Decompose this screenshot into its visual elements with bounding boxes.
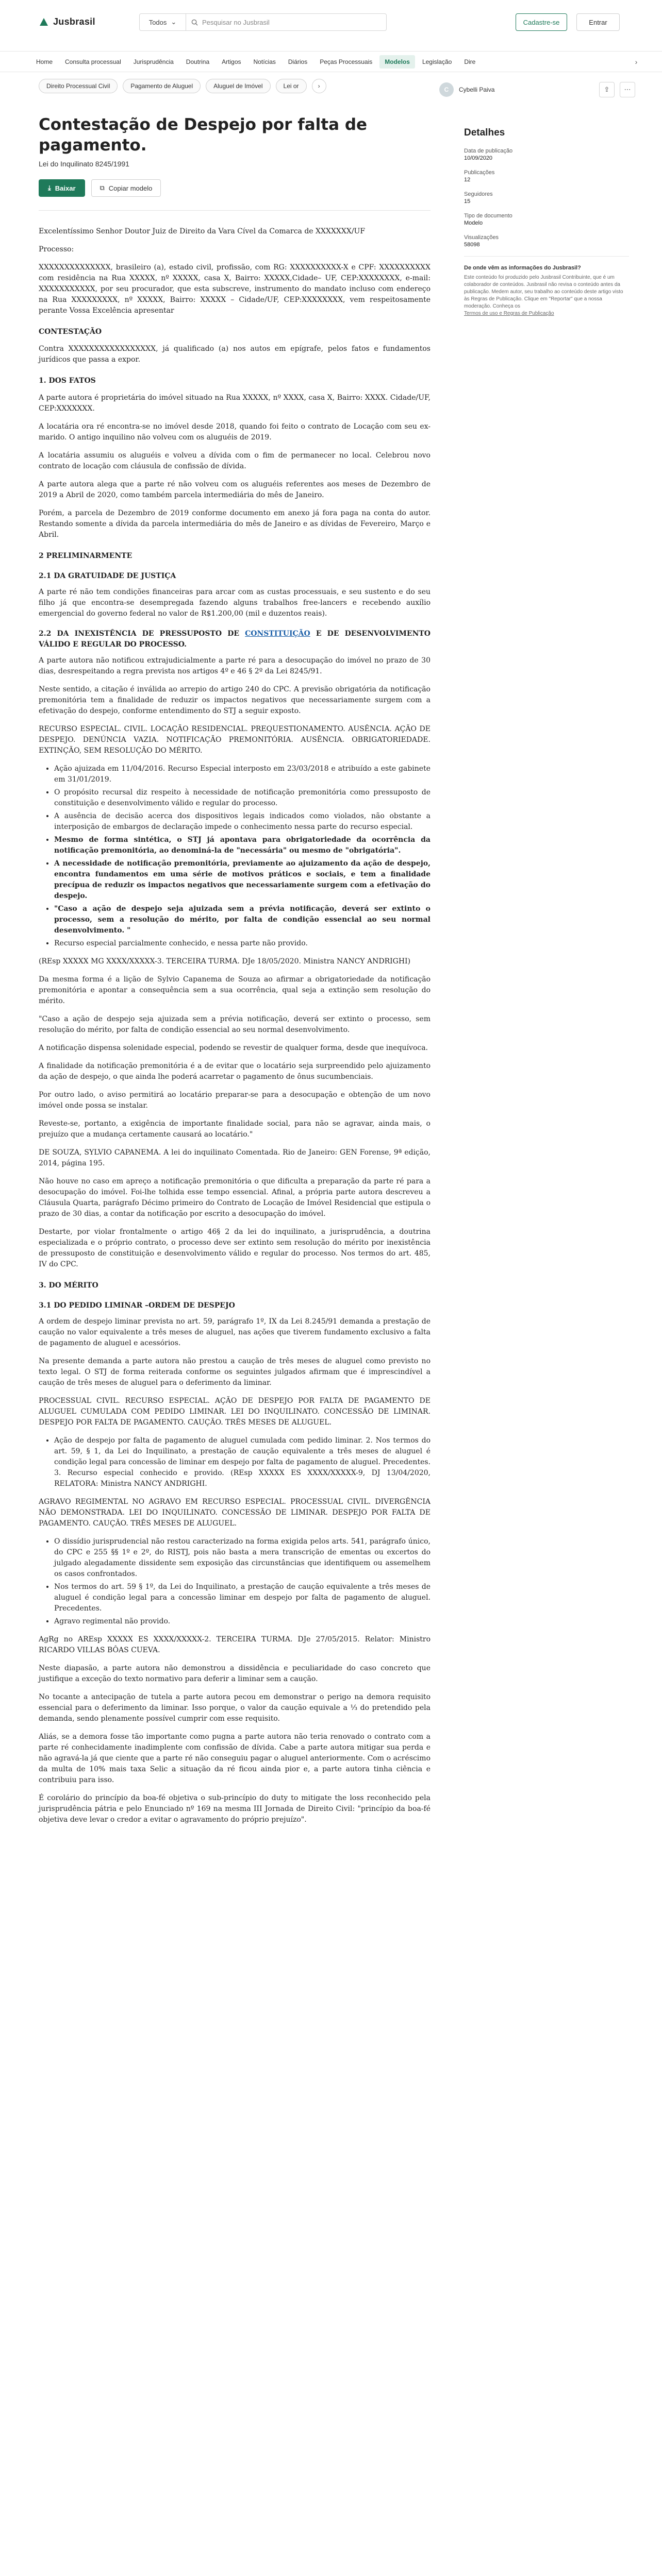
nav-items — [31, 52, 481, 72]
doc-heading: 3. DO MÉRITO — [39, 1281, 98, 1290]
doc-paragraph: (REsp XXXXX MG XXXX/XXXXX-3. TERCEIRA TURMA. DJe 18/05/2020. Ministra NANCY ANDRIGHI) — [39, 957, 411, 965]
doc-paragraph: XXXXXXXXXXXXXX, brasileiro (a), estado civil, profissão, com RG: XXXXXXXXXX-X e CPF: XXXXXXXXXX com residência na Rua XXXXX, nº XXXXX, casa X, Bairro: XXXXX,Cidade– UF, CEP:XXXXXXXX, e-mail: XXXXXXXXXXX, por seu procurador, que esta subscreve, instrumento do mandato incluso com endereço na Rua XXXXXXXXX, nº XXXXX, Bairro: XXXXX – Cidade/UF, CEP:XXXXXXXX, vem respeitosamente perante Vossa Excelência apresentar — [39, 263, 431, 315]
doc-paragraph: Porém, a parcela de Dezembro de 2019 conforme documento em anexo já fora paga na conta do autor. Restando somente a dívida da parcela intermediária do mês de Janeiro e as dívidas de Fevereiro, Março e Abril. — [39, 509, 431, 539]
main-nav — [0, 52, 662, 72]
doc-paragraph: A parte autora é proprietária do imóvel situado na Rua XXXXX, nº XXXX, casa X, Bairro: XXXX. Cidade/UF, CEP:XXXXXXX. — [39, 394, 431, 413]
doc-paragraph: A parte autora alega que a parte ré não volveu com os aluguéis referentes aos meses de Dezembro de 2019 a Abril de 2020, como também parcela intermediária do mês de Janeiro. — [39, 480, 431, 499]
doc-paragraph: Aliás, se a demora fosse tão importante como pugna a parte autora não teria renovado o contrato com a parte ré conhecidamente inadimplente com confissão de dívida. Cabe a parte autora mitigar sua perda e não agravá-la já que ciente que a parte ré não conseguiu pagar o aluguel anteriormente. Com o acréscimo da multa de 10% mais taxa Selic a situação da ré ficou ainda pior e, a parte autora tinha ciência e contribuiu para isso. — [39, 1733, 431, 1784]
ruling-list — [54, 1435, 431, 1489]
share-icon[interactable]: ⇪ — [599, 82, 615, 97]
page-title: Contestação de Despejo por falta de pagamento. — [39, 115, 368, 155]
nav-scroll-right-icon[interactable]: › — [635, 58, 638, 66]
copy-model-button[interactable] — [91, 179, 161, 197]
detail-value: 10/09/2020 — [464, 155, 493, 161]
doc-paragraph: Por outro lado, o aviso permitirá ao locatário preparar-se para a desocupação e obtenção de um novo imóvel onde possa se instalar. — [39, 1091, 431, 1110]
doc-paragraph: A parte ré não tem condições financeiras para arcar com as custas processuais, e seu sustento e do seu filho já que encontra-se desempregada fazendo alguns trabalhos free-lancers e recebendo auxílio emergencial do governo federal no valor de R$1.200,00 (mil e duzentos reais). — [39, 588, 431, 618]
doc-paragraph: RECURSO ESPECIAL. CIVIL. LOCAÇÃO RESIDENCIAL. PREQUESTIONAMENTO. AUSÊNCIA. AÇÃO DE DESPEJO. DENÚNCIA VAZIA. NOTIFICAÇÃO PREMONITÓRIA. AUSÊNCIA. OBRIGATORIEDADE. EXTINÇÃO, SEM RESOLUÇÃO DO MÉRITO. — [39, 725, 431, 755]
doc-paragraph: Da mesma forma é a lição de Sylvio Capanema de Souza ao afirmar a obrigatoriedade da notificação premonitória e apontar a consequência sem a sua ocorrência, qual seja a extinção sem resolução do mérito. — [39, 975, 431, 1005]
details-title: Detalhes — [464, 127, 505, 138]
doc-heading: 2 PRELIMINARMENTE — [39, 552, 133, 560]
list-item: • O propósito recursal diz respeito à necessidade de notificação premonitória como pressuposto de constituição e desenvolvimento válido e regular do processo. — [54, 787, 431, 809]
chevron-right-icon[interactable]: › — [312, 79, 326, 93]
law-reference[interactable]: Lei do Inquilinato 8245/1991 — [39, 160, 129, 168]
jusbrasil-logo-icon — [39, 17, 49, 27]
nav-item-home[interactable]: Home — [36, 58, 53, 65]
list-item: • Mesmo de forma sintética, o STJ já apontava para obrigatoriedade da ocorrência da notificação premonitória, ao denominá-la de "necessária" ou mesmo de "obrigatória". — [54, 835, 431, 856]
doc-paragraph: A parte autora não notificou extrajudicialmente a parte ré para a desocupação do imóvel no prazo de 30 dias, desrespeitando a regra prevista nos artigos 4º e 46 § 2º da Lei 8245/91. — [39, 656, 431, 675]
nav-item-diretorio[interactable]: Dire — [464, 58, 476, 65]
chevron-down-icon: ⌄ — [171, 18, 177, 26]
list-item: • A necessidade de notificação premonitória, previamente ao ajuizamento da ação de despejo, encontra fundamentos em uma série de motivos práticos e sociais, e tem a finalidade precípua de reduzir os impactos negativos que necessariamente surgem com a efetivação do despejo. — [54, 858, 431, 902]
copy-icon: ⧉ — [100, 184, 105, 192]
detail-label: Seguidores — [464, 191, 493, 197]
doc-subheading: 2.1 DA GRATUIDADE DE JUSTIÇA — [39, 572, 176, 580]
nav-item-legislacao[interactable]: Legislação — [422, 58, 452, 65]
doc-paragraph: AGRAVO REGIMENTAL NO AGRAVO EM RECURSO ESPECIAL. PROCESSUAL CIVIL. DIVERGÊNCIA NÃO DEMONSTRADA. LEI DO INQUILINATO. CONCESSÃO DE LIMINAR. DESPEJO POR FALTA DE PAGAMENTO. CAUÇÃO. TRÊS MESES DE ALUGUEL. — [39, 1498, 431, 1528]
detail-value: Modelo — [464, 220, 483, 226]
brand-logo[interactable] — [39, 16, 95, 27]
copy-label: Copiar modelo — [108, 184, 153, 192]
author-name[interactable]: Cybelli Paiva — [459, 86, 495, 93]
signup-button[interactable]: Cadastre-se — [516, 13, 567, 31]
nav-item-doutrina[interactable]: Doutrina — [186, 58, 210, 65]
detail-value: 15 — [464, 198, 471, 205]
nav-item-artigos[interactable]: Artigos — [222, 58, 241, 65]
details-panel — [464, 127, 629, 317]
search-scope-label: Todos — [148, 18, 167, 26]
nav-item-consulta[interactable]: Consulta processual — [65, 58, 121, 65]
doc-paragraph: A locatária ora ré encontra-se no imóvel desde 2018, quando foi feito o contrato de Locação com seu ex-marido. O antigo inquilino não volveu com os aluguéis de 2019. — [39, 422, 431, 442]
login-button[interactable]: Entrar — [576, 13, 620, 31]
ruling-list — [54, 764, 431, 949]
detail-label: Tipo de documento — [464, 213, 512, 219]
doc-paragraph: Excelentíssimo Senhor Doutor Juiz de Direito da Vara Cível da Comarca de XXXXXXX/UF — [39, 227, 366, 235]
document-body — [39, 226, 431, 1825]
nav-item-pecas[interactable]: Peças Processuais — [320, 58, 373, 65]
list-item: • Ação de despejo por falta de pagamento de aluguel cumulada com pedido liminar. 2. Nos termos do art. 59, § 1, da Lei do Inquilinato, a prestação de caução equivalente a três meses de aluguel é condição legal para concessão de liminar em despejo por falta de pagamento de aluguel. Precedentes. 3. Recurso especial conhecido e provido. (REsp XXXXX ES XXXX/XXXXX-9, DJ 13/04/2020, RELATORA: Ministra NANCY ANDRIGHI. — [54, 1435, 431, 1489]
avatar[interactable]: C — [439, 82, 454, 97]
search-icon — [191, 19, 198, 26]
doc-subheading — [39, 629, 431, 650]
doc-paragraph: É corolário do princípio da boa-fé objetiva o sub-princípio do duty to mitigate the loss reconhecido pela jurisprudência pátria e pelo Enunciado nº 169 na mesma III Jornada de Direito Civil: "princípio da boa-fé objetiva deve levar o credor a evitar o agravamento do próprio prejuízo". — [39, 1794, 431, 1824]
list-item: • Nos termos do art. 59 § 1º, da Lei do Inquilinato, a prestação de caução equivalente a três meses de aluguel é condição legal para a concessão liminar em despejo por falta de pagamento de aluguel. Precedentes. — [54, 1582, 431, 1614]
doc-paragraph: Não houve no caso em apreço a notificação premonitória o que dificulta a preparação da parte ré para a desocupação do imóvel. Foi-lhe tolhida esse tempo essencial. Afinal, a própria parte autora descreveu a Cláusula Quarta, parágrafo Décimo primeiro do Contrato de Locação de Imóvel Residencial que estipula o prazo de 30 dias, a contar da notificação por escrito a desocupação do imóvel. — [39, 1177, 431, 1218]
list-item: • Ação ajuizada em 11/04/2016. Recurso Especial interposto em 23/03/2018 e atribuído a este gabinete em 31/01/2019. — [54, 764, 431, 785]
main-content — [39, 78, 431, 1833]
doc-paragraph: Contra XXXXXXXXXXXXXXXXX, já qualificado (a) nos autos em epígrafe, pelos fatos e fundamentos jurídicos que passa a expor. — [39, 345, 431, 364]
top-bar — [0, 0, 662, 52]
topic-chips — [39, 78, 431, 94]
search-bar — [139, 13, 387, 31]
author-bar — [439, 78, 635, 101]
info-text: Este conteúdo foi produzido pelo Jusbrasil Contribuinte, que é um colaborador de conteúdos. Jusbrasil não revisa o conteúdo antes da publicação. Medem autor, seu trabalho ao conteúdo deste artigo visto às Regras de Publicação. Clique em "Reportar" que a nossa moderação. Conheça os — [464, 275, 623, 309]
brand-name: Jusbrasil — [53, 16, 95, 27]
divider — [464, 256, 629, 257]
action-bar — [39, 179, 431, 197]
detail-label: Visualizações — [464, 234, 499, 241]
nav-item-modelos[interactable]: Modelos — [379, 55, 415, 69]
more-icon[interactable]: ⋯ — [620, 82, 635, 97]
doc-paragraph: DE SOUZA, SYLVIO CAPANEMA. A lei do inquilinato Comentada. Rio de Janeiro: GEN Forense, 9ª edição, 2014, página 195. — [39, 1148, 431, 1167]
doc-paragraph: Destarte, por violar frontalmente o artigo 46§ 2 da lei do inquilinato, a jurisprudência, a doutrina especializada e o próprio contrato, o processo deve ser extinto sem resolução do mérito por inexistência de pressuposto de constituição e desenvolvimento válido e regular do processo. Nos termos do art. 485, IV do CPC. — [39, 1228, 431, 1268]
search-placeholder: Pesquisar no Jusbrasil — [202, 18, 270, 26]
nav-item-jurisprudencia[interactable]: Jurisprudência — [133, 58, 174, 65]
doc-subheading: 3.1 DO PEDIDO LIMINAR –ORDEM DE DESPEJO — [39, 1301, 235, 1310]
search-input[interactable] — [186, 19, 386, 26]
detail-value: 12 — [464, 177, 471, 183]
doc-paragraph: Reveste-se, portanto, a exigência de importante finalidade social, para não se agravar, ainda mais, o prejuízo que a mudança certamente causará ao locatário." — [39, 1120, 431, 1139]
doc-paragraph: A notificação dispensa solenidade especial, podendo se revestir de qualquer forma, desde que inequívoca. — [39, 1044, 428, 1052]
search-scope-select[interactable] — [140, 14, 186, 30]
detail-label: Publicações — [464, 170, 495, 176]
topic-chip[interactable]: Direito Processual Civil — [39, 79, 118, 93]
download-button[interactable] — [39, 179, 85, 197]
doc-paragraph: "Caso a ação de despejo seja ajuizada sem a prévia notificação, deverá ser extinto o processo, sem resolução do mérito, por falta de condição essencial ao seu normal desenvolvimento. — [39, 1015, 431, 1034]
doc-paragraph: Na presente demanda a parte autora não prestou a caução de três meses de aluguel como previsto no texto legal. O STJ de forma reiterada conforme os seguintes julgados afirmam que é imprescindível a caução de três meses de aluguel para o deferimento da liminar. — [39, 1357, 431, 1387]
ruling-list — [54, 1536, 431, 1627]
doc-heading: CONTESTAÇÃO — [39, 328, 102, 336]
doc-paragraph: Neste sentido, a citação é inválida ao arrepio do artigo 240 do CPC. A previsão obrigatória da notificação premonitória tem a finalidade de reduzir os impactos negativos que necessariamente surgem com a efetivação do despejo, conforme entendimento do STJ a seguir exposto. — [39, 685, 431, 715]
doc-paragraph: AgRg no AREsp XXXXX ES XXXX/XXXXX-2. TERCEIRA TURMA. DJe 27/05/2015. Relator: Ministro RICARDO VILLAS BÔAS CUEVA. — [39, 1635, 431, 1654]
info-question: De onde vêm as informações do Jusbrasil? — [464, 265, 581, 271]
heading-part: 2.2 DA INEXISTÊNCIA DE PRESSUPOSTO DE — [39, 630, 245, 638]
topic-chip[interactable]: Lei or — [276, 79, 307, 93]
topic-chip[interactable]: Pagamento de Aluguel — [123, 79, 201, 93]
doc-paragraph: A locatária assumiu os aluguéis e volveu a dívida com o fim de permanecer no local. Celebrou novo contrato de locação com cláusula de confissão de dívida. — [39, 451, 431, 470]
list-item: • A ausência de decisão acerca dos dispositivos legais indicados como violados, não obstante a interposição de embargos de declaração impede o conhecimento nessa parte do recurso especial. — [54, 811, 431, 833]
list-item: • Recurso especial parcialmente conhecido, e nessa parte não provido. — [54, 938, 431, 949]
detail-value: 58098 — [464, 242, 480, 248]
doc-heading: 1. DOS FATOS — [39, 377, 96, 385]
terms-link[interactable]: Termos de uso e Regras de Publicação — [464, 311, 554, 316]
constituicao-link[interactable]: CONSTITUIÇÃO — [245, 630, 310, 638]
list-item: • O dissídio jurisprudencial não restou caracterizado na forma exigida pelos arts. 541, parágrafo único, do CPC e 255 §§ 1º e 2º, do RISTJ, pois não basta a mera transcrição de ementas ou excertos do julgado alegadamente dissidente sem exposição das circunstâncias que identifiquem ou assemelhem os casos confrontados. — [54, 1536, 431, 1580]
nav-item-diarios[interactable]: Diários — [288, 58, 308, 65]
heading-part: E DE DESENVOLVIMENTO VÁLIDO E REGULAR DO PROCESSO. — [39, 630, 431, 649]
doc-paragraph: A ordem de despejo liminar prevista no art. 59, parágrafo 1º, IX da Lei 8.245/91 demanda a prestação de caução no valor equivalente a três meses de aluguel, nas ações que tiverem fundamento exclusivo a falta de pagamento de aluguel e acessórios. — [39, 1317, 431, 1347]
topic-chip[interactable]: Aluguel de Imóvel — [206, 79, 270, 93]
doc-paragraph: Neste diapasão, a parte autora não demonstrou a dissidência e peculiaridade do caso concreto que justifique a exceção do texto normativo para deferir a liminar sem a caução. — [39, 1664, 431, 1683]
download-label: Baixar — [55, 184, 76, 192]
list-item: • Agravo regimental não provido. — [54, 1616, 431, 1627]
download-icon: ⤓ — [48, 184, 51, 192]
doc-paragraph: No tocante a antecipação de tutela a parte autora pecou em demonstrar o perigo na demora requisito essencial para o deferimento da liminar. Isso porque, o valor da caução equivale a ⅓ do pretendido pela demanda, sendo plenamente possível cumprir com esse requisito. — [39, 1693, 431, 1723]
detail-label: Data de publicação — [464, 148, 513, 154]
nav-item-noticias[interactable]: Notícias — [253, 58, 276, 65]
doc-paragraph: A finalidade da notificação premonitória é a de evitar que o locatário seja surpreendido pelo ajuizamento da ação de despejo, o que ainda lhe poderá acarretar o pagamento de ônus sucumbenciais. — [39, 1062, 431, 1081]
doc-paragraph: PROCESSUAL CIVIL. RECURSO ESPECIAL. AÇÃO DE DESPEJO POR FALTA DE PAGAMENTO DE ALUGUEL CUMULADA COM PEDIDO LIMINAR. LEI DO INQUILINATO. CONCESSÃO DE LIMINAR. DESPEJO POR FALTA DE PAGAMENTO. CAUÇÃO. TRÊS MESES DE ALUGUEL. — [39, 1397, 431, 1427]
doc-paragraph: Processo: — [39, 245, 74, 253]
list-item: • "Caso a ação de despejo seja ajuizada sem a prévia notificação, deverá ser extinto o processo, sem a resolução do mérito, por falta de condição essencial ao seu normal desenvolvimento. " — [54, 904, 431, 936]
divider — [39, 210, 431, 211]
